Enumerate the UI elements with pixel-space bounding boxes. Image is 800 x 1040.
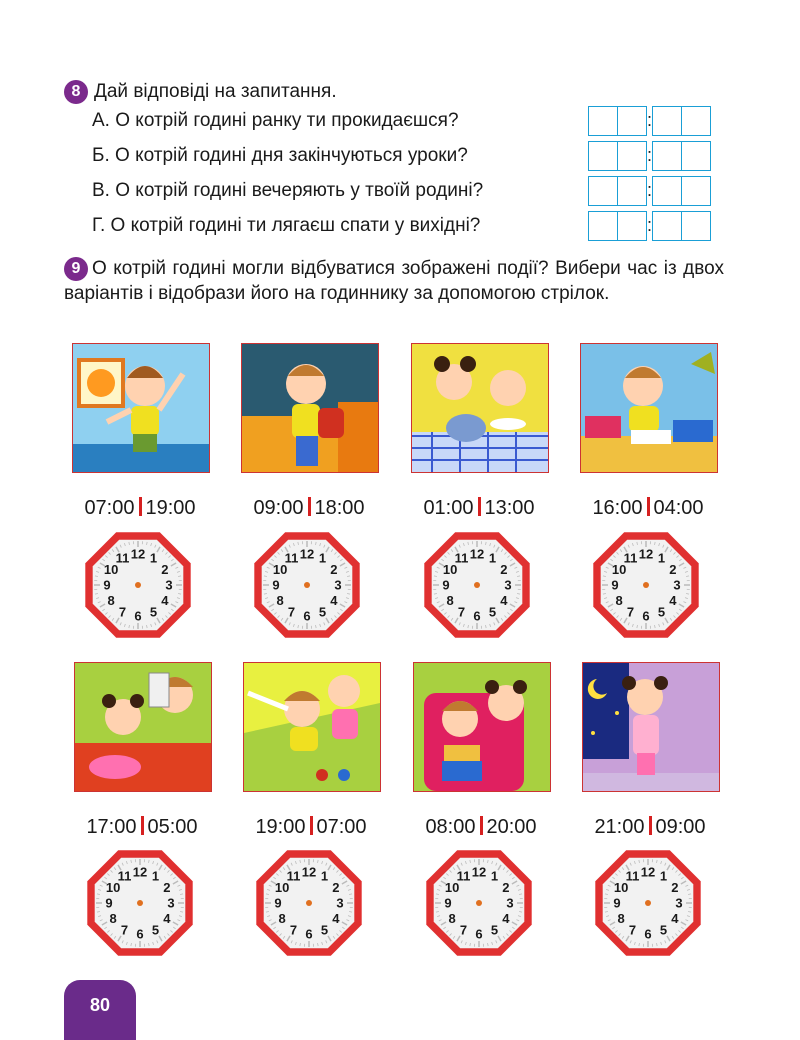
clock-number: 9 <box>105 895 113 911</box>
clock-number: 3 <box>167 895 175 911</box>
question-v: В. О котрій годині вечеряють у твоїй родині? <box>92 180 484 201</box>
clock-center-dot <box>645 900 651 906</box>
time-options-2 <box>224 497 394 520</box>
clock-number: 5 <box>149 604 158 620</box>
time-option-a[interactable]: 16:00 <box>592 497 643 519</box>
clock-number: 9 <box>611 577 619 593</box>
clock-number: 2 <box>161 562 169 577</box>
clock-number: 2 <box>330 562 338 577</box>
waking-up-scene-image <box>72 343 210 473</box>
time-options-5 <box>57 816 227 839</box>
clock-svg <box>251 845 367 961</box>
cleaning-scene-image <box>243 662 381 792</box>
clock-number: 11 <box>625 868 640 884</box>
clock-number: 12 <box>469 546 485 562</box>
clock-face-1[interactable] <box>80 527 196 643</box>
clock-number: 5 <box>151 922 160 938</box>
clock-center-dot <box>476 900 482 906</box>
hour-tens-cell[interactable] <box>588 211 618 241</box>
clock-number: 6 <box>305 926 313 942</box>
time-option-a[interactable]: 01:00 <box>423 497 474 519</box>
clock-number: 7 <box>118 604 127 620</box>
clock-number: 4 <box>161 593 169 608</box>
hour-tens-cell[interactable] <box>588 176 618 206</box>
minute-ones-cell[interactable] <box>681 211 711 241</box>
homework-scene-image <box>580 343 718 473</box>
clock-svg <box>419 527 535 643</box>
clock-number: 7 <box>289 922 298 938</box>
question-b: Б. О котрій годині дня закінчуються уроки? <box>92 145 468 166</box>
clock-number: 10 <box>105 880 121 895</box>
clock-number: 8 <box>276 593 284 608</box>
clock-number: 2 <box>163 880 171 895</box>
time-option-b[interactable]: 13:00 <box>484 497 535 519</box>
clock-number: 8 <box>278 911 286 926</box>
time-option-b[interactable]: 07:00 <box>316 816 367 838</box>
time-options-3 <box>394 497 564 520</box>
clock-face-6[interactable] <box>251 845 367 961</box>
clock-number: 4 <box>671 911 679 926</box>
clock-center-dot <box>137 900 143 906</box>
clock-number: 7 <box>287 604 296 620</box>
clock-number: 12 <box>130 546 146 562</box>
clock-face-3[interactable] <box>419 527 535 643</box>
clock-number: 2 <box>332 880 340 895</box>
clock-number: 4 <box>669 593 677 608</box>
clock-number: 8 <box>107 593 115 608</box>
clock-number: 6 <box>644 926 652 942</box>
hour-ones-cell[interactable] <box>617 176 647 206</box>
minute-ones-cell[interactable] <box>681 141 711 171</box>
clock-number: 9 <box>272 577 280 593</box>
divider-bar <box>480 816 483 835</box>
clock-number: 6 <box>473 608 481 624</box>
minute-tens-cell[interactable] <box>652 106 682 136</box>
clock-number: 8 <box>448 911 456 926</box>
clock-number: 8 <box>446 593 454 608</box>
time-options-4 <box>563 497 733 520</box>
clock-number: 10 <box>442 562 458 577</box>
time-options-7 <box>396 816 566 839</box>
clock-number: 3 <box>506 895 514 911</box>
lunch-scene-image <box>411 343 549 473</box>
clock-number: 5 <box>490 922 499 938</box>
clock-number: 7 <box>628 922 637 938</box>
clock-number: 2 <box>671 880 679 895</box>
time-option-b[interactable]: 19:00 <box>145 497 196 519</box>
clock-number: 7 <box>459 922 468 938</box>
clock-number: 4 <box>502 911 510 926</box>
divider-bar <box>308 497 311 516</box>
clock-number: 7 <box>457 604 466 620</box>
minute-tens-cell[interactable] <box>652 176 682 206</box>
clock-number: 1 <box>151 868 160 884</box>
clock-svg <box>590 845 706 961</box>
clock-face-7[interactable] <box>421 845 537 961</box>
question-h: Г. О котрій годині ти лягаєш спати у вихідні? <box>92 215 481 236</box>
divider-bar <box>310 816 313 835</box>
clock-number: 8 <box>615 593 623 608</box>
minute-ones-cell[interactable] <box>681 106 711 136</box>
clock-number: 12 <box>471 864 487 880</box>
clock-number: 2 <box>502 880 510 895</box>
clock-center-dot <box>135 582 141 588</box>
clock-number: 9 <box>444 895 452 911</box>
time-option-b[interactable]: 20:00 <box>486 816 537 838</box>
clock-number: 1 <box>320 868 329 884</box>
divider-bar <box>141 816 144 835</box>
clock-face-5[interactable] <box>82 845 198 961</box>
task-9-instruction: О котрій годині могли відбуватися зображені події? Вибери час із двох варіантів і відобрази його на годиннику за допомогою стрілок. <box>64 258 724 304</box>
clock-number: 12 <box>640 864 656 880</box>
clock-number: 1 <box>488 550 497 566</box>
time-option-a[interactable]: 09:00 <box>253 497 304 519</box>
time-option-a[interactable]: 07:00 <box>84 497 135 519</box>
page-number: 80 <box>89 995 111 1015</box>
divider-bar <box>649 816 652 835</box>
clock-number: 5 <box>320 922 329 938</box>
clock-number: 5 <box>318 604 327 620</box>
clock-number: 1 <box>490 868 499 884</box>
clock-number: 9 <box>103 577 111 593</box>
clock-svg <box>80 527 196 643</box>
clock-number: 10 <box>613 880 629 895</box>
answer-time-box-v[interactable] <box>588 176 710 206</box>
task-8-header <box>64 80 337 104</box>
clock-number: 4 <box>330 593 338 608</box>
task-number-badge: 8 <box>64 80 88 104</box>
clock-number: 8 <box>109 911 117 926</box>
time-options-1 <box>55 497 225 520</box>
time-options-8 <box>565 816 735 839</box>
clock-svg <box>421 845 537 961</box>
time-option-b[interactable]: 04:00 <box>653 497 704 519</box>
clock-number: 6 <box>136 926 144 942</box>
clock-number: 12 <box>638 546 654 562</box>
clock-number: 3 <box>336 895 344 911</box>
clock-number: 11 <box>117 868 132 884</box>
clock-number: 10 <box>103 562 119 577</box>
clock-svg <box>588 527 704 643</box>
answer-time-box-h[interactable] <box>588 211 710 241</box>
minute-ones-cell[interactable] <box>681 176 711 206</box>
clock-face-4[interactable] <box>588 527 704 643</box>
time-colon: : <box>647 215 653 235</box>
clock-number: 10 <box>272 562 288 577</box>
clock-number: 9 <box>442 577 450 593</box>
hour-tens-cell[interactable] <box>588 141 618 171</box>
reading-scene-image <box>413 662 551 792</box>
time-colon: : <box>647 180 653 200</box>
time-option-a[interactable]: 17:00 <box>86 816 137 838</box>
clock-face-2[interactable] <box>249 527 365 643</box>
clock-number: 3 <box>165 577 173 593</box>
time-colon: : <box>647 110 653 130</box>
clock-number: 12 <box>301 864 317 880</box>
clock-face-8[interactable] <box>590 845 706 961</box>
clock-number: 12 <box>299 546 315 562</box>
time-option-b[interactable]: 05:00 <box>147 816 198 838</box>
clock-number: 6 <box>642 608 650 624</box>
hour-ones-cell[interactable] <box>617 141 647 171</box>
clock-number: 3 <box>673 577 681 593</box>
dishes-scene-image <box>74 662 212 792</box>
time-option-a[interactable]: 19:00 <box>255 816 306 838</box>
clock-number: 5 <box>657 604 666 620</box>
clock-number: 12 <box>132 864 148 880</box>
clock-number: 2 <box>669 562 677 577</box>
clock-number: 1 <box>149 550 158 566</box>
clock-svg <box>249 527 365 643</box>
divider-bar <box>478 497 481 516</box>
clock-number: 4 <box>163 911 171 926</box>
clock-number: 7 <box>120 922 129 938</box>
clock-number: 11 <box>115 550 130 566</box>
time-options-6 <box>226 816 396 839</box>
clock-number: 6 <box>134 608 142 624</box>
clock-number: 1 <box>659 868 668 884</box>
clock-number: 11 <box>454 550 469 566</box>
clock-number: 4 <box>332 911 340 926</box>
clock-number: 6 <box>303 608 311 624</box>
clock-center-dot <box>304 582 310 588</box>
clock-center-dot <box>643 582 649 588</box>
clock-number: 8 <box>617 911 625 926</box>
minute-tens-cell[interactable] <box>652 211 682 241</box>
time-colon: : <box>647 145 653 165</box>
time-option-b[interactable]: 18:00 <box>314 497 365 519</box>
clock-number: 11 <box>623 550 638 566</box>
clock-number: 10 <box>444 880 460 895</box>
clock-number: 1 <box>318 550 327 566</box>
divider-bar <box>647 497 650 516</box>
clock-number: 3 <box>675 895 683 911</box>
bedtime-scene-image <box>582 662 720 792</box>
clock-center-dot <box>306 900 312 906</box>
clock-number: 11 <box>456 868 471 884</box>
clock-number: 9 <box>613 895 621 911</box>
school-scene-image <box>241 343 379 473</box>
clock-svg <box>82 845 198 961</box>
task-title: Дай відповіді на запитання. <box>94 81 337 102</box>
time-option-a[interactable]: 08:00 <box>425 816 476 838</box>
time-option-b[interactable]: 09:00 <box>655 816 706 838</box>
clock-number: 7 <box>626 604 635 620</box>
minute-tens-cell[interactable] <box>652 141 682 171</box>
question-a: А. О котрій годині ранку ти прокидаєшся? <box>92 110 459 131</box>
clock-number: 3 <box>334 577 342 593</box>
clock-number: 9 <box>274 895 282 911</box>
clock-number: 1 <box>657 550 666 566</box>
hour-ones-cell[interactable] <box>617 106 647 136</box>
clock-number: 2 <box>500 562 508 577</box>
hour-tens-cell[interactable] <box>588 106 618 136</box>
answer-time-box-a[interactable] <box>588 106 710 136</box>
clock-number: 11 <box>284 550 299 566</box>
page-number-tab <box>64 980 136 1040</box>
task-number-badge: 9 <box>64 257 88 281</box>
clock-number: 4 <box>500 593 508 608</box>
clock-number: 10 <box>611 562 627 577</box>
task-9-text <box>64 256 724 306</box>
divider-bar <box>139 497 142 516</box>
clock-number: 5 <box>488 604 497 620</box>
clock-center-dot <box>474 582 480 588</box>
answer-time-box-b[interactable] <box>588 141 710 171</box>
hour-ones-cell[interactable] <box>617 211 647 241</box>
time-option-a[interactable]: 21:00 <box>594 816 645 838</box>
clock-number: 11 <box>286 868 301 884</box>
clock-number: 3 <box>504 577 512 593</box>
clock-number: 6 <box>475 926 483 942</box>
clock-number: 5 <box>659 922 668 938</box>
clock-number: 10 <box>274 880 290 895</box>
